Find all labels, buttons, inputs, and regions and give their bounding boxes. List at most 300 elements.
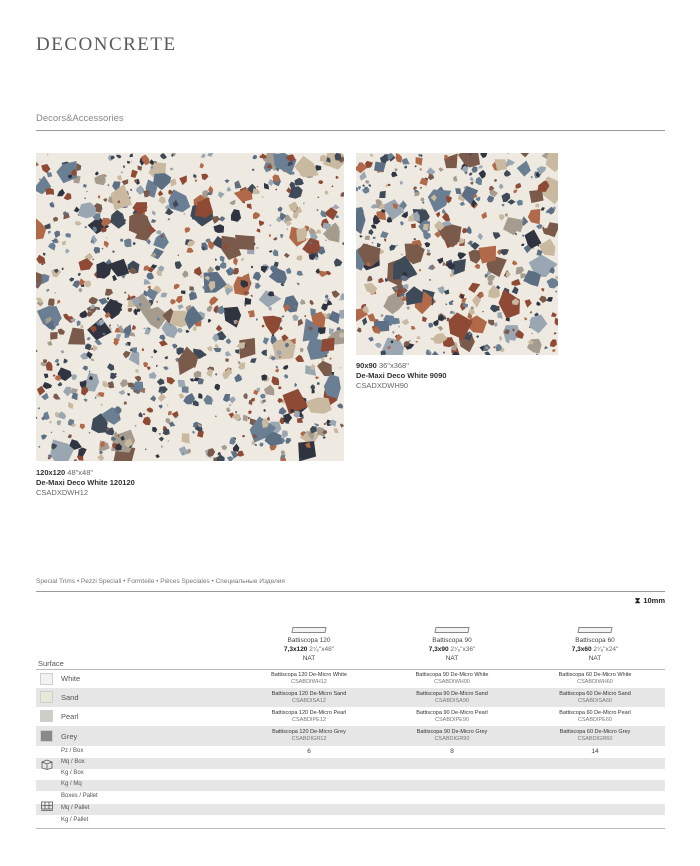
terrazzo-chip: [469, 173, 473, 176]
terrazzo-chip: [207, 305, 213, 312]
terrazzo-chip: [223, 394, 230, 402]
terrazzo-chip: [262, 196, 264, 198]
terrazzo-chip: [185, 227, 191, 233]
terrazzo-chip: [52, 240, 54, 242]
terrazzo-chip: [406, 306, 410, 310]
terrazzo-chip: [379, 191, 386, 198]
terrazzo-chip: [170, 299, 176, 305]
terrazzo-chip: [262, 325, 265, 328]
terrazzo-chip: [356, 187, 358, 192]
terrazzo-chip: [84, 281, 91, 288]
trim-code: CSABDIGR90: [434, 736, 470, 742]
terrazzo-chip: [243, 415, 248, 422]
terrazzo-chip: [317, 197, 319, 199]
terrazzo-chip: [57, 420, 62, 425]
terrazzo-chip: [494, 323, 498, 327]
terrazzo-chip: [144, 279, 151, 285]
terrazzo-chip: [216, 455, 225, 461]
terrazzo-chip: [190, 378, 194, 381]
terrazzo-chip: [259, 220, 264, 226]
column-imperial: 2⁷⁄₈"x24": [593, 646, 619, 653]
terrazzo-chip: [226, 338, 232, 344]
terrazzo-chip: [301, 299, 306, 305]
terrazzo-chip: [168, 440, 170, 442]
trim-cell: [530, 710, 660, 724]
terrazzo-chip: [212, 216, 220, 224]
table-row-white: [36, 670, 665, 688]
terrazzo-chip: [107, 184, 109, 186]
terrazzo-chip: [371, 224, 376, 229]
terrazzo-chip: [217, 306, 225, 315]
trim-name: Battiscopa 120 De-Micro White: [271, 672, 347, 678]
pack-row: [36, 816, 665, 827]
terrazzo-chip: [158, 405, 162, 409]
terrazzo-chip: [550, 339, 557, 347]
terrazzo-chip: [317, 209, 319, 211]
terrazzo-chip: [215, 344, 220, 349]
terrazzo-chip: [372, 242, 374, 243]
terrazzo-chip: [389, 245, 396, 251]
trim-cell: [530, 672, 660, 686]
terrazzo-chip: [475, 264, 481, 269]
terrazzo-chip: [224, 179, 229, 183]
terrazzo-chip: [89, 370, 90, 372]
terrazzo-chip: [506, 318, 510, 322]
trim-code: CSABDISA12: [292, 698, 326, 704]
terrazzo-chip: [75, 221, 82, 226]
terrazzo-chip: [95, 171, 99, 175]
terrazzo-chip: [310, 300, 314, 305]
terrazzo-chip: [507, 199, 515, 204]
terrazzo-chip: [555, 276, 558, 280]
terrazzo-chip: [134, 376, 141, 382]
terrazzo-chip: [370, 154, 374, 157]
terrazzo-chip: [479, 165, 483, 169]
terrazzo-chip: [159, 340, 168, 346]
terrazzo-chip: [280, 234, 284, 239]
brand-logo: DECONCRETE: [36, 34, 177, 55]
terrazzo-chip: [368, 337, 374, 342]
terrazzo-chip: [176, 296, 183, 304]
terrazzo-chip: [130, 161, 132, 163]
terrazzo-chip: [460, 202, 465, 206]
terrazzo-chip: [193, 326, 197, 331]
terrazzo-chip: [466, 226, 472, 234]
terrazzo-chip: [336, 215, 339, 218]
terrazzo-chip: [438, 167, 444, 171]
terrazzo-chip: [57, 300, 60, 304]
terrazzo-chip: [158, 386, 167, 393]
terrazzo-chip: [512, 260, 518, 265]
terrazzo-chip: [57, 363, 60, 365]
terrazzo-chip: [324, 423, 327, 426]
terrazzo-chip: [442, 209, 446, 214]
terrazzo-chip: [129, 153, 133, 157]
terrazzo-chip: [294, 156, 318, 177]
row-label: Pearl: [61, 712, 79, 721]
terrazzo-chip: [517, 200, 523, 206]
terrazzo-chip: [41, 164, 50, 173]
terrazzo-chip: [307, 238, 309, 240]
row-label: Sand: [61, 693, 79, 702]
terrazzo-chip: [208, 319, 211, 323]
terrazzo-chip: [221, 445, 227, 450]
terrazzo-chip: [488, 320, 494, 326]
terrazzo-chip: [177, 328, 183, 333]
row-label: White: [61, 674, 81, 683]
terrazzo-chip: [419, 269, 421, 272]
terrazzo-chip: [437, 258, 443, 265]
trim-name: Battiscopa 60 De-Micro Pearl: [559, 710, 631, 716]
terrazzo-chip: [269, 250, 273, 253]
terrazzo-chip: [420, 187, 422, 189]
pack-row: [36, 780, 665, 791]
terrazzo-chip: [320, 155, 327, 162]
terrazzo-chip: [179, 175, 187, 185]
terrazzo-chip: [87, 337, 91, 341]
terrazzo-chip: [406, 286, 424, 305]
trim-name: Battiscopa 90 De-Micro Pearl: [416, 710, 488, 716]
terrazzo-chip: [170, 178, 177, 187]
terrazzo-chip: [99, 450, 103, 454]
terrazzo-chip: [157, 378, 165, 385]
terrazzo-chip: [428, 173, 434, 180]
terrazzo-chip: [325, 294, 329, 298]
terrazzo-chip: [128, 308, 133, 312]
terrazzo-chip: [368, 184, 371, 187]
terrazzo-chip: [195, 179, 197, 182]
terrazzo-chip: [555, 291, 557, 293]
terrazzo-chip: [226, 187, 231, 192]
surface-label: Surface: [38, 659, 64, 668]
terrazzo-chip: [79, 310, 88, 318]
terrazzo-chip: [53, 394, 61, 400]
terrazzo-chip: [104, 241, 109, 248]
terrazzo-chip: [500, 249, 509, 255]
terrazzo-chip: [218, 191, 225, 198]
terrazzo-chip: [551, 312, 557, 317]
terrazzo-chip: [215, 415, 217, 417]
terrazzo-chip: [213, 348, 221, 353]
terrazzo-chip: [178, 394, 184, 399]
terrazzo-chip: [50, 440, 74, 462]
terrazzo-chip: [181, 291, 186, 295]
terrazzo-chip: [92, 259, 94, 261]
terrazzo-chip: [51, 431, 53, 433]
terrazzo-chip: [142, 348, 145, 351]
terrazzo-chip: [554, 332, 557, 334]
tile-code: CSADXDWH12: [36, 488, 89, 497]
terrazzo-chip: [256, 229, 260, 233]
trim-cell: [387, 672, 517, 686]
terrazzo-chip: [294, 383, 297, 387]
terrazzo-chip: [233, 444, 240, 452]
terrazzo-chip: [54, 231, 60, 238]
column-dim: 7,3x120: [283, 646, 308, 653]
terrazzo-chip: [295, 355, 304, 362]
terrazzo-chip: [161, 445, 163, 448]
terrazzo-chip: [264, 183, 269, 190]
terrazzo-chip: [200, 163, 205, 169]
terrazzo-chip: [98, 298, 108, 305]
terrazzo-chip: [264, 385, 274, 396]
tile-name: De-Maxi Deco White 120120: [36, 478, 135, 487]
terrazzo-chip: [64, 359, 68, 364]
terrazzo-chip: [80, 424, 86, 430]
terrazzo-chip: [451, 346, 457, 351]
terrazzo-chip: [103, 198, 107, 202]
terrazzo-chip: [164, 356, 168, 360]
terrazzo-chip: [370, 204, 377, 209]
terrazzo-chip: [156, 365, 158, 367]
trim-name: Battiscopa 120 De-Micro Pearl: [271, 710, 347, 716]
terrazzo-chip: [472, 166, 478, 172]
terrazzo-chip: [159, 433, 161, 435]
terrazzo-chip: [89, 297, 99, 305]
terrazzo-chip: [124, 292, 126, 294]
terrazzo-chip: [50, 202, 55, 208]
terrazzo-chip: [38, 446, 40, 448]
terrazzo-chip: [261, 374, 267, 380]
terrazzo-chip: [294, 178, 303, 186]
terrazzo-chip: [340, 192, 344, 197]
terrazzo-chip: [452, 300, 454, 302]
terrazzo-chip: [86, 191, 88, 193]
terrazzo-chip: [278, 207, 283, 212]
tile-caption-90: [356, 361, 446, 391]
terrazzo-chip: [426, 253, 431, 256]
trim-name: Battiscopa 60 De-Micro Sand: [559, 691, 631, 697]
terrazzo-chip: [241, 258, 245, 262]
terrazzo-chip: [475, 177, 482, 185]
terrazzo-chip: [444, 289, 450, 294]
terrazzo-chip: [484, 351, 491, 355]
terrazzo-chip: [340, 367, 342, 369]
terrazzo-chip: [161, 293, 168, 298]
terrazzo-chip: [226, 407, 230, 412]
pack-value: 8: [450, 748, 454, 755]
terrazzo-chip: [216, 325, 223, 332]
terrazzo-chip: [72, 423, 76, 427]
terrazzo-chip: [143, 413, 145, 415]
terrazzo-chip: [78, 448, 87, 457]
terrazzo-chip: [102, 248, 104, 250]
terrazzo-chip: [62, 268, 64, 271]
terrazzo-chip: [310, 308, 316, 316]
trim-code: CSABDIGR12: [291, 736, 327, 742]
pack-row: [36, 792, 665, 803]
terrazzo-chip: [539, 296, 547, 303]
terrazzo-chip: [416, 336, 421, 340]
terrazzo-chip: [512, 279, 521, 286]
terrazzo-chip: [74, 459, 77, 461]
terrazzo-chip: [446, 304, 448, 306]
thickness-arrow-icon: ⧗: [634, 596, 641, 605]
terrazzo-chip: [525, 299, 532, 308]
terrazzo-chip: [373, 237, 376, 239]
terrazzo-chip: [529, 315, 547, 334]
pack-value: 6: [307, 748, 311, 755]
trims-divider: [36, 591, 665, 592]
terrazzo-chip: [304, 315, 306, 317]
terrazzo-chip: [253, 188, 260, 194]
terrazzo-chip: [143, 362, 148, 367]
terrazzo-chip: [477, 233, 483, 240]
terrazzo-chip: [132, 325, 136, 330]
terrazzo-chip: [437, 286, 444, 295]
terrazzo-chip: [497, 312, 502, 319]
terrazzo-chip: [250, 358, 257, 363]
trim-cell: [244, 710, 374, 724]
terrazzo-chip: [178, 380, 186, 387]
terrazzo-chip: [468, 283, 480, 293]
terrazzo-chip: [268, 307, 272, 311]
tile-imperial-size: 36"x368": [378, 361, 409, 370]
terrazzo-chip: [257, 186, 258, 188]
terrazzo-chip: [131, 170, 138, 178]
terrazzo-chip: [443, 352, 445, 354]
terrazzo-chip: [85, 343, 92, 350]
terrazzo-chip: [531, 176, 533, 179]
terrazzo-chip: [419, 168, 422, 171]
terrazzo-chip: [317, 382, 320, 384]
terrazzo-chip: [110, 210, 125, 229]
terrazzo-chip: [415, 166, 417, 168]
terrazzo-chip: [66, 249, 70, 254]
terrazzo-chip: [247, 204, 252, 209]
terrazzo-chip: [43, 382, 53, 389]
column-dim: 7,3x60: [571, 646, 592, 653]
terrazzo-chip: [421, 198, 425, 202]
terrazzo-chip: [98, 195, 101, 199]
terrazzo-chip: [201, 174, 208, 180]
terrazzo-chip: [178, 304, 184, 309]
terrazzo-chip: [135, 425, 137, 427]
terrazzo-chip: [332, 290, 340, 298]
terrazzo-chip: [225, 351, 231, 356]
terrazzo-chip: [315, 376, 319, 379]
terrazzo-chip: [536, 302, 541, 306]
color-swatch-sand: [40, 691, 53, 703]
terrazzo-chip: [442, 212, 450, 221]
terrazzo-chip: [244, 305, 246, 307]
terrazzo-chip: [424, 242, 430, 247]
terrazzo-chip: [138, 166, 143, 171]
terrazzo-chip: [535, 204, 539, 208]
table-bottom-divider: [36, 828, 665, 829]
terrazzo-chip: [47, 172, 53, 177]
terrazzo-chip: [41, 434, 47, 440]
terrazzo-chip: [215, 373, 218, 376]
terrazzo-chip: [480, 153, 487, 158]
terrazzo-chip: [78, 278, 85, 285]
terrazzo-chip: [112, 275, 117, 281]
terrazzo-chip: [109, 324, 111, 327]
table-row-pearl: [36, 707, 665, 726]
terrazzo-chip: [41, 393, 49, 401]
terrazzo-chip: [229, 404, 231, 406]
terrazzo-chip: [235, 411, 237, 413]
trim-code: CSABDIPE12: [292, 717, 326, 723]
terrazzo-chip: [260, 394, 265, 399]
pack-label: Pz / Box: [61, 748, 84, 754]
terrazzo-chip: [275, 189, 277, 191]
trim-cell: [244, 691, 374, 705]
terrazzo-chip: [63, 387, 71, 397]
terrazzo-chip: [398, 326, 400, 328]
terrazzo-chip: [512, 286, 519, 294]
terrazzo-chip: [494, 179, 497, 182]
terrazzo-chip: [321, 338, 335, 352]
terrazzo-chip: [234, 374, 242, 383]
terrazzo-chip: [482, 311, 484, 313]
terrazzo-chip: [416, 341, 418, 343]
terrazzo-chip: [450, 272, 454, 277]
trim-code: CSABDIPE90: [435, 717, 469, 723]
terrazzo-chip: [269, 224, 271, 226]
terrazzo-chip: [194, 267, 202, 277]
terrazzo-chip: [541, 207, 546, 211]
terrazzo-chip: [209, 296, 218, 305]
terrazzo-chip: [362, 317, 367, 326]
terrazzo-chip: [334, 258, 343, 266]
terrazzo-chip: [502, 204, 505, 207]
trim-name: Battiscopa 90 De-Micro White: [415, 672, 489, 678]
terrazzo-chip: [186, 330, 190, 333]
terrazzo-chip: [462, 303, 468, 308]
terrazzo-chip: [38, 407, 40, 409]
terrazzo-chip: [297, 271, 304, 276]
terrazzo-chip: [159, 335, 165, 342]
terrazzo-chip: [94, 339, 102, 345]
terrazzo-chip: [282, 430, 288, 438]
terrazzo-chip: [231, 209, 241, 222]
terrazzo-chip: [68, 402, 73, 410]
terrazzo-chip: [542, 227, 544, 229]
terrazzo-chip: [48, 231, 51, 235]
color-swatch-grey: [40, 730, 53, 742]
tile-name: De-Maxi Deco White 9090: [356, 371, 447, 380]
terrazzo-chip: [325, 239, 327, 241]
thickness-indicator: [635, 596, 665, 606]
terrazzo-chip: [529, 190, 544, 203]
terrazzo-chip: [385, 184, 388, 187]
table-row-grey: [36, 726, 665, 746]
terrazzo-chip: [158, 190, 164, 196]
terrazzo-chip: [522, 234, 524, 236]
terrazzo-chip: [365, 236, 370, 241]
terrazzo-chip: [458, 252, 467, 259]
terrazzo-chip: [123, 165, 125, 168]
terrazzo-chip: [339, 299, 341, 301]
terrazzo-chip: [220, 256, 225, 263]
terrazzo-chip: [224, 307, 242, 328]
terrazzo-chip: [263, 400, 266, 403]
terrazzo-chip: [437, 326, 443, 331]
terrazzo-chip: [127, 161, 130, 164]
thickness-value: 10mm: [643, 596, 665, 605]
terrazzo-chip: [458, 153, 480, 168]
terrazzo-chip: [83, 366, 89, 371]
terrazzo-chip: [198, 393, 202, 399]
terrazzo-chip: [163, 366, 169, 371]
terrazzo-chip: [402, 158, 410, 165]
terrazzo-chip: [303, 202, 305, 204]
terrazzo-chip: [324, 191, 328, 195]
terrazzo-chip: [340, 423, 344, 427]
terrazzo-chip: [153, 349, 157, 353]
terrazzo-chip: [227, 456, 234, 461]
